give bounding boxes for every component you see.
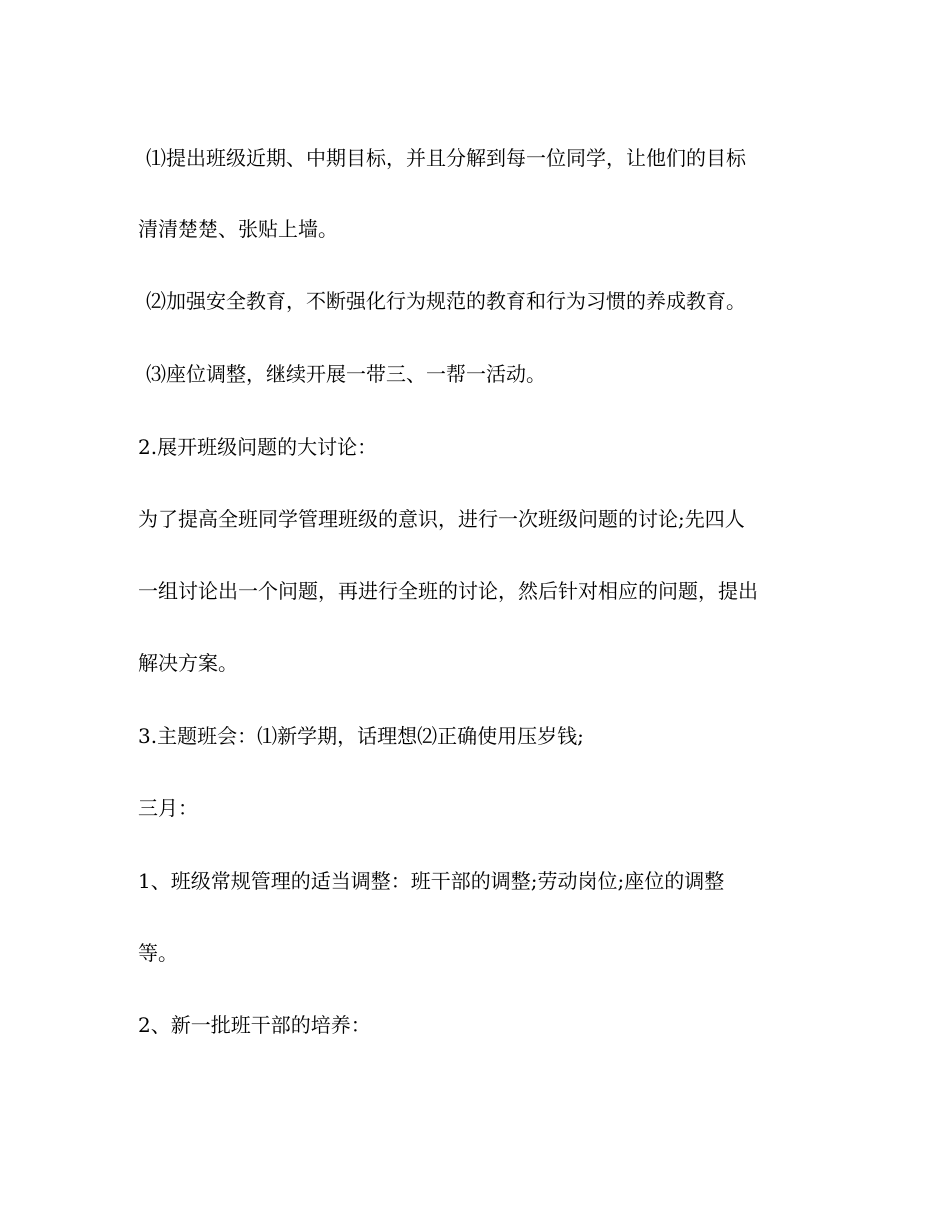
text-line-9: 3.主题班会：⑴新学期，话理想⑵正确使用压岁钱; [138, 724, 584, 748]
text-line-5: 2.展开班级问题的大讨论： [138, 435, 378, 459]
text-line-10: 三月： [138, 796, 198, 820]
text-line-2: 清清楚楚、张贴上墙。 [138, 217, 338, 241]
text-line-8: 解决方案。 [138, 651, 238, 675]
text-line-12: 等。 [138, 941, 178, 965]
text-line-1: ⑴提出班级近期、中期目标，并且分解到每一位同学，让他们的目标 [146, 146, 746, 170]
text-line-13: 2、新一批班干部的培养： [138, 1013, 371, 1037]
text-line-6: 为了提高全班同学管理班级的意识，进行一次班级问题的讨论;先四人 [138, 507, 745, 531]
text-line-11: 1、班级常规管理的适当调整：班干部的调整;劳动岗位;座位的调整 [138, 869, 725, 893]
text-line-3: ⑵加强安全教育，不断强化行为规范的教育和行为习惯的养成教育。 [146, 289, 746, 313]
text-line-7: 一组讨论出一个问题，再进行全班的讨论，然后针对相应的问题，提出 [138, 579, 758, 603]
text-line-4: ⑶座位调整，继续开展一带三、一帮一活动。 [146, 362, 546, 386]
